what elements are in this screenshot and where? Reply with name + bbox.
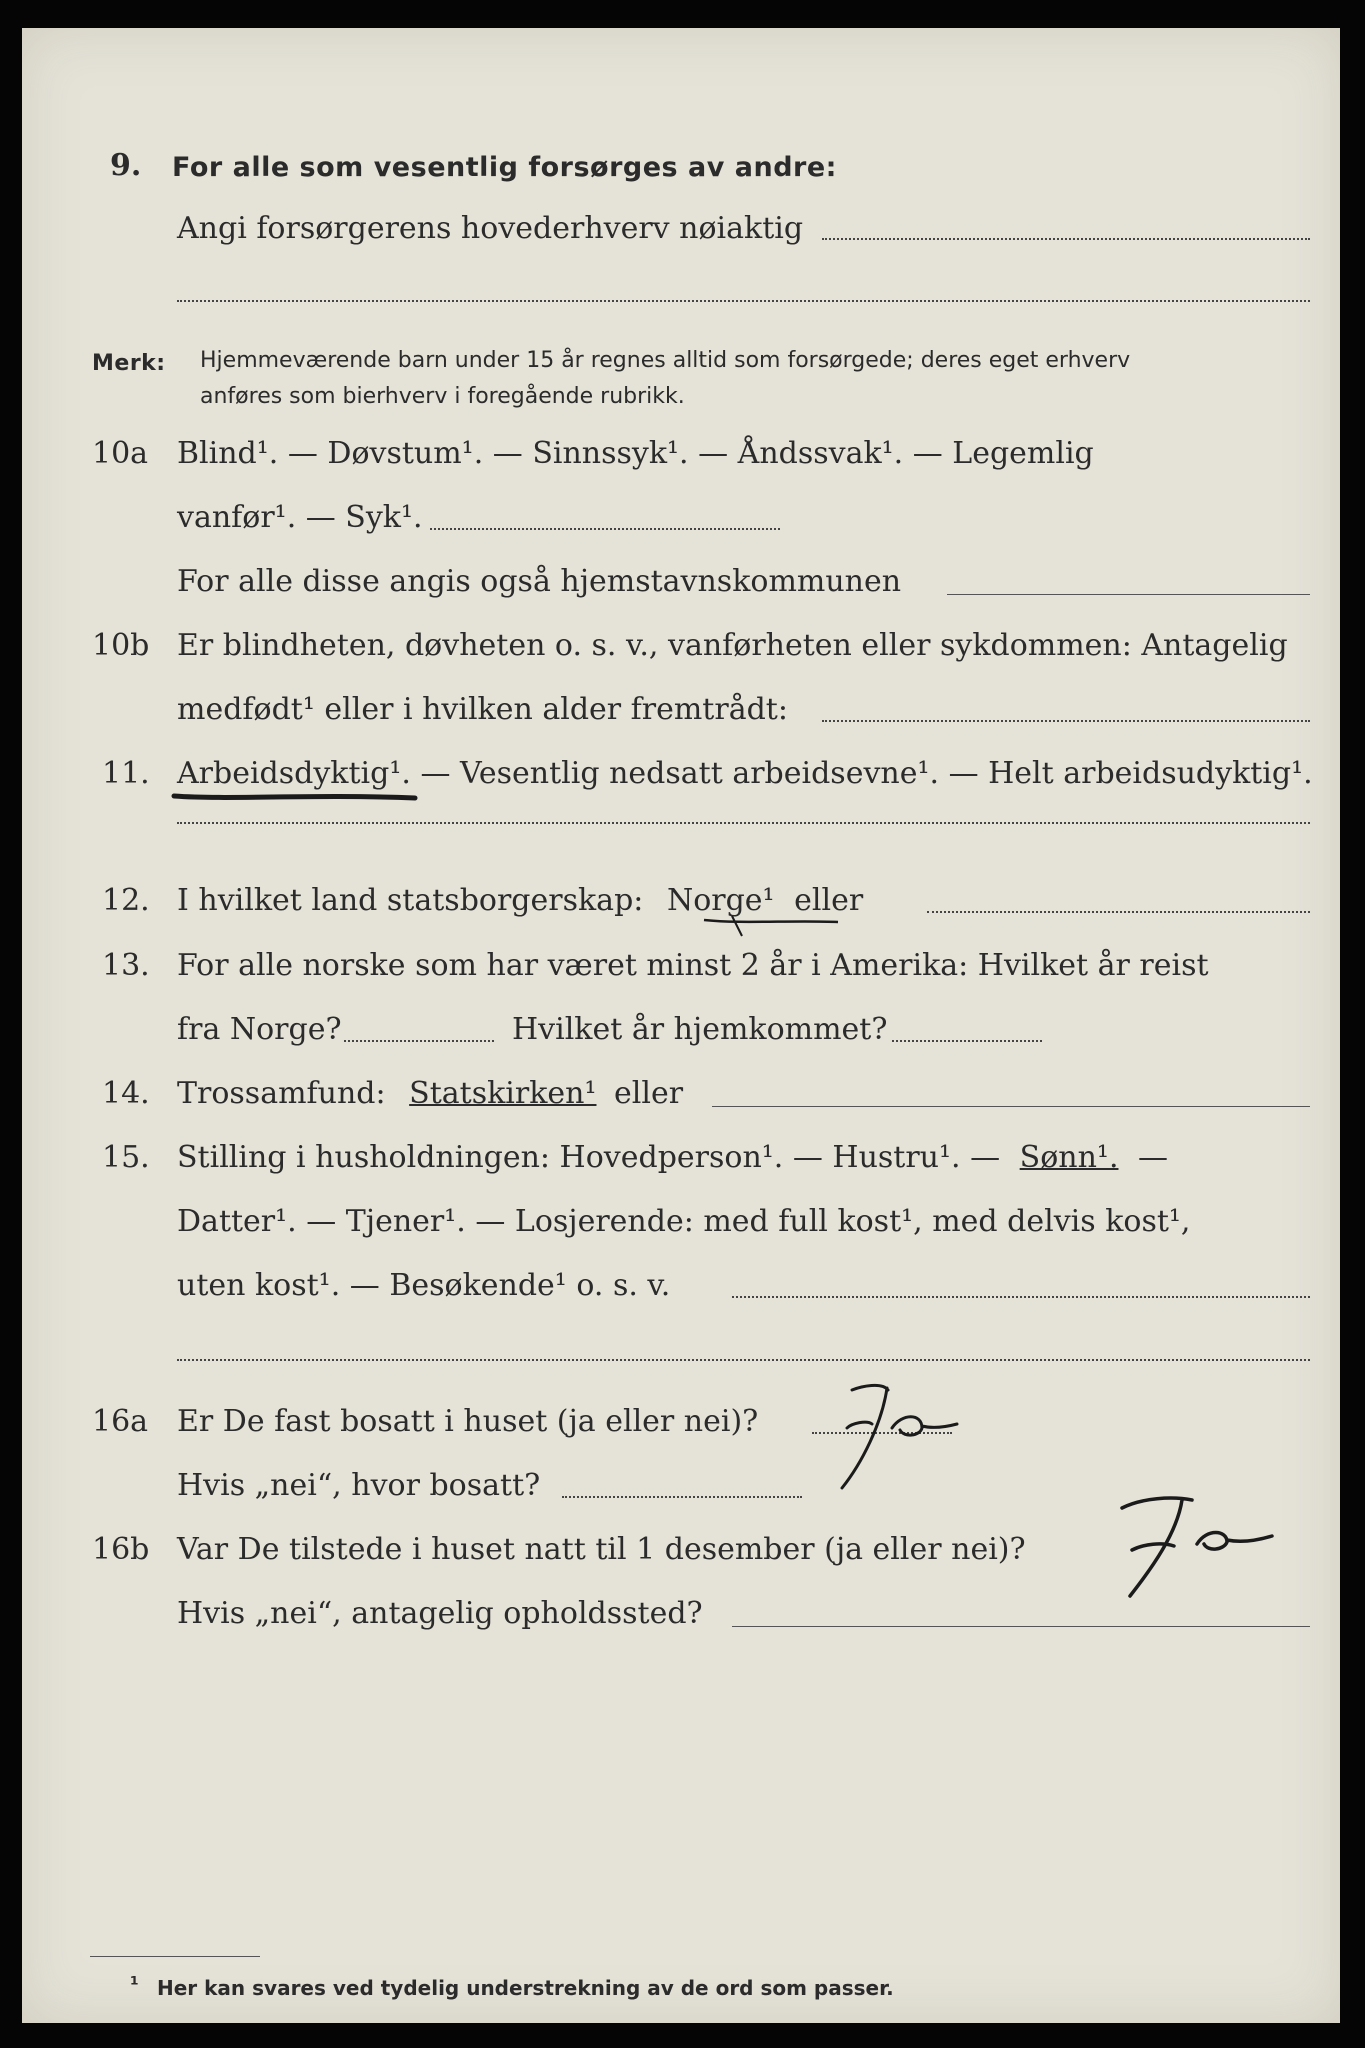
q14-option-statskirken[interactable]: Statskirken¹ — [409, 1076, 597, 1111]
q11-answer-line[interactable] — [177, 822, 1310, 824]
q11-option-arbeidsdyktig[interactable]: Arbeidsdyktig¹. — [177, 756, 411, 791]
q15-line-1 — [177, 1140, 1168, 1176]
q15-number: 15. — [102, 1140, 150, 1175]
q11-line — [177, 756, 1313, 792]
q16a-bosatt-line[interactable] — [562, 1496, 802, 1498]
q12-eller: eller — [794, 883, 864, 918]
q16a-handwritten-answer — [792, 1368, 992, 1498]
q10a-kommune-line[interactable] — [947, 594, 1310, 595]
q9-question: Angi forsørgerens hovederhverv nøiaktig — [177, 211, 804, 246]
q12-question: I hvilket land statsborgerskap: — [177, 883, 644, 918]
footnote-rule — [90, 1956, 260, 1957]
q16b-line-2: Hvis „nei“, antagelig opholdssted? — [177, 1596, 703, 1631]
q10b-answer-line[interactable] — [822, 720, 1310, 722]
q16a-line-2: Hvis „nei“, hvor bosatt? — [177, 1468, 541, 1503]
q12-option-norge[interactable]: Norge¹ — [666, 883, 775, 918]
q9-answer-line-2[interactable] — [177, 300, 1310, 302]
q14-line — [177, 1076, 683, 1112]
q15-line-1-text: Stilling i husholdningen: Hovedperson¹. — Hustru¹. — — [177, 1140, 1001, 1175]
q15-line-3: uten kost¹. — Besøkende¹ o. s. v. — [177, 1268, 671, 1303]
census-form-page — [22, 28, 1340, 2023]
q13-number: 13. — [102, 948, 150, 983]
q14-answer-line[interactable] — [712, 1106, 1310, 1107]
footnote-text: Her kan svares ved tydelig understrekning av de ord som passer. — [157, 1976, 894, 2000]
q16a-number: 16a — [92, 1404, 149, 1439]
q13-reist-line[interactable] — [344, 1040, 494, 1042]
q10a-syk-line[interactable] — [430, 528, 780, 530]
q15-line-2: Datter¹. — Tjener¹. — Losjerende: med full kost¹, med delvis kost¹, — [177, 1204, 1191, 1239]
merk-line-2: anføres som bierhverv i foregående rubrikk. — [200, 384, 685, 409]
q13-line-1: For alle norske som har været minst 2 år i Amerika: Hvilket år reist — [177, 948, 1209, 983]
q13-hjemkommet-label: Hvilket år hjemkommet? — [512, 1012, 888, 1047]
q12-number: 12. — [102, 883, 150, 918]
q16b-handwritten-answer — [1082, 1478, 1302, 1608]
q9-heading: For alle som vesentlig forsørges av andre: — [172, 152, 837, 183]
q10b-number: 10b — [92, 628, 150, 663]
q15-line-1-dash: — — [1138, 1140, 1169, 1175]
q10a-line-3: For alle disse angis også hjemstavnskommunen — [177, 564, 902, 599]
q15-answer-line-2[interactable] — [177, 1359, 1310, 1361]
merk-label: Merk: — [92, 351, 166, 376]
q12-underline-mark — [702, 914, 842, 938]
q12-answer-line[interactable] — [927, 911, 1310, 913]
q11-options-rest: — Vesentlig nedsatt arbeidsevne¹. — Helt arbeidsudyktig¹. — [420, 756, 1313, 791]
q10b-line-2: medfødt¹ eller i hvilken alder fremtrådt: — [177, 692, 788, 727]
q10b-line-1: Er blindheten, døvheten o. s. v., vanførheten eller sykdommen: Antagelig — [177, 628, 1288, 663]
q16b-number: 16b — [92, 1532, 150, 1567]
q13-reist-label: fra Norge? — [177, 1012, 342, 1047]
q11-number: 11. — [102, 756, 150, 791]
q14-question: Trossamfund: — [177, 1076, 386, 1111]
q9-answer-line[interactable] — [822, 238, 1310, 240]
q15-option-sonn[interactable]: Sønn¹. — [1019, 1140, 1119, 1175]
q16b-opholdssted-line[interactable] — [732, 1626, 1310, 1627]
q11-underline-mark — [170, 788, 420, 808]
q16a-line-1: Er De fast bosatt i huset (ja eller nei)? — [177, 1404, 759, 1439]
q16b-line-1: Var De tilstede i huset natt til 1 desember (ja eller nei)? — [177, 1532, 1026, 1567]
q14-eller: eller — [614, 1076, 684, 1111]
q10a-number: 10a — [92, 436, 149, 471]
q10a-line-1: Blind¹. — Døvstum¹. — Sinnssyk¹. — Åndssvak¹. — Legemlig — [177, 436, 1094, 471]
merk-line-1: Hjemmeværende barn under 15 år regnes alltid som forsørgede; deres eget erhverv — [200, 348, 1131, 373]
q15-answer-line[interactable] — [732, 1296, 1310, 1298]
q13-hjemkommet-line[interactable] — [892, 1040, 1042, 1042]
q10a-line-2: vanfør¹. — Syk¹. — [177, 500, 423, 535]
q14-number: 14. — [102, 1076, 150, 1111]
footnote-mark: ¹ — [130, 1972, 139, 1996]
q9-number: 9. — [110, 148, 142, 183]
